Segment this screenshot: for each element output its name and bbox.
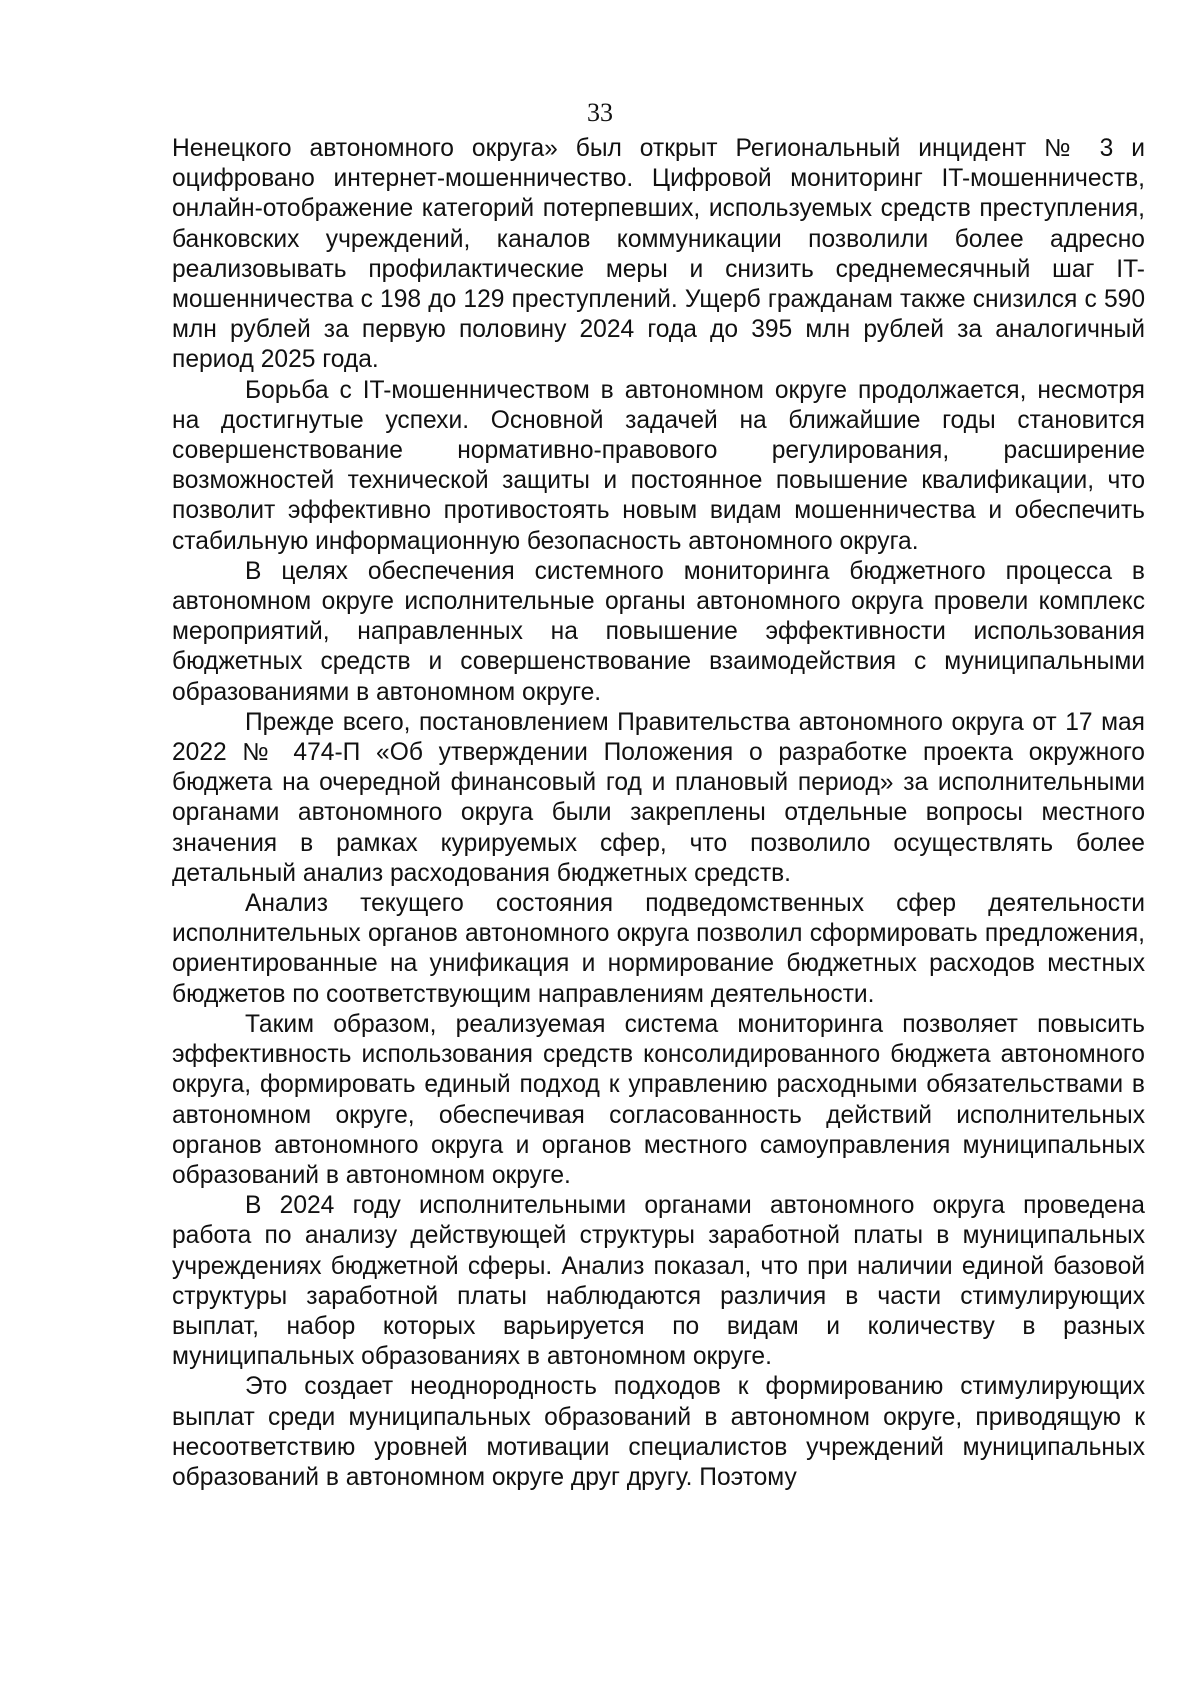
paragraph-6: Таким образом, реализуемая система мониторинга позволяет повысить эффективность использования средств консолидированного бюджета автономного округа, формировать единый подход к управлению расходными обязательствами в автономном округе, обеспечивая согласованность действий исполнительных органов автономного округа и органов местного самоуправления муниципальных образований в автономном округе. [172, 1010, 1145, 1189]
paragraph-3: В целях обеспечения системного мониторинга бюджетного процесса в автономном округе исполнительные органы автономного округа провели комплекс мероприятий, направленных на повышение эффективности использования бюджетных средств и совершенствование взаимодействия с муниципальными образованиями в автономном округе. [172, 557, 1145, 706]
paragraph-2: Борьба с IT-мошенничеством в автономном округе продолжается, несмотря на достигнутые успехи. Основной задачей на ближайшие годы становится совершенствование нормативно-правового регулирования, расширение возможностей технической защиты и постоянное повышение квалификации, что позволит эффективно противостоять новым видам мошенничества и обеспечить стабильную информационную безопасность автономного округа. [172, 376, 1145, 555]
paragraph-8: Это создает неоднородность подходов к формированию стимулирующих выплат среди муниципальных образований в автономном округе, приводящую к несоответствию уровней мотивации специалистов учреждений муниципальных образований в автономном округе друг другу. Поэтому [172, 1373, 1145, 1491]
document-body [172, 134, 1145, 1493]
page-number: 33 [587, 98, 613, 127]
paragraph-7: В 2024 году исполнительными органами автономного округа проведена работа по анализу действующей структуры заработной платы в муниципальных учреждениях бюджетной сферы. Анализ показал, что при наличии единой базовой структуры заработной платы наблюдаются различия в части стимулирующих выплат, набор которых варьируется по видам и количеству в разных муниципальных образованиях в автономном округе. [172, 1192, 1145, 1371]
paragraph-1: Ненецкого автономного округа» был открыт Региональный инцидент № 3 и оцифровано интернет-мошенничество. Цифровой мониторинг IT-мошенничеств, онлайн-отображение категорий потерпевших, используемых средств преступления, банковских учреждений, каналов коммуникации позволили более адресно реализовывать профилактические меры и снизить среднемесячный шаг IT-мошенничества с 198 до 129 преступлений. Ущерб гражданам также снизился с 590 млн рублей за первую половину 2024 года до 395 млн рублей за аналогичный период 2025 года. [172, 135, 1145, 374]
paragraph-4: Прежде всего, постановлением Правительства автономного округа от 17 мая 2022 № 474-П «Об утверждении Положения о разработке проекта окружного бюджета на очередной финансовый год и плановый период» за исполнительными органами автономного округа были закреплены отдельные вопросы местного значения в рамках курируемых сфер, что позволило осуществлять более детальный анализ расходования бюджетных средств. [172, 708, 1145, 887]
paragraph-5: Анализ текущего состояния подведомственных сфер деятельности исполнительных органов автономного округа позволил сформировать предложения, ориентированные на унификация и нормирование бюджетных расходов местных бюджетов по соответствующим направлениям деятельности. [172, 890, 1145, 1008]
